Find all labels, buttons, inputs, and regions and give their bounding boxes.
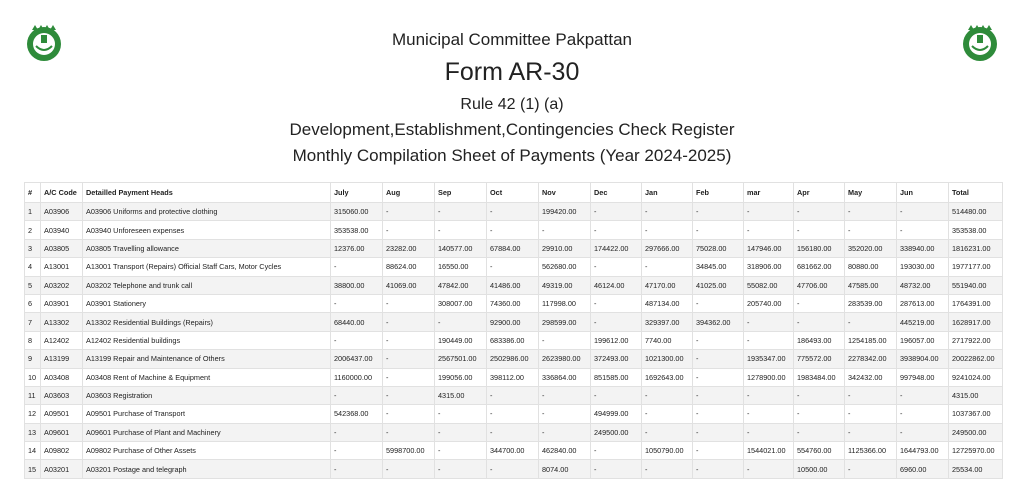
table-cell: - [383,460,435,478]
table-cell: - [487,405,539,423]
table-cell: - [744,405,794,423]
table-cell: 336864.00 [539,368,591,386]
table-cell: 92900.00 [487,313,539,331]
column-header: # [25,183,41,203]
table-cell: - [794,405,845,423]
table-cell: 318906.00 [744,258,794,276]
table-cell: 140577.00 [435,239,487,257]
table-cell: - [383,423,435,441]
table-cell: - [591,386,642,404]
table-cell: 48732.00 [897,276,949,294]
table-cell: 14 [25,442,41,460]
table-cell: 47170.00 [642,276,693,294]
table-cell: 3 [25,239,41,257]
table-cell: 5 [25,276,41,294]
table-cell: - [591,294,642,312]
table-cell: 23282.00 [383,239,435,257]
column-header: May [845,183,897,203]
table-cell: 445219.00 [897,313,949,331]
table-cell: - [331,386,383,404]
table-cell: 683386.00 [487,331,539,349]
table-cell: - [591,221,642,239]
table-cell: 41486.00 [487,276,539,294]
table-cell: - [331,258,383,276]
table-cell: 338940.00 [897,239,949,257]
table-cell: 75028.00 [693,239,744,257]
table-cell: 38800.00 [331,276,383,294]
table-cell: - [383,221,435,239]
sheet-title: Monthly Compilation Sheet of Payments (Year 2024-2025) [292,146,732,165]
table-cell: - [693,423,744,441]
table-cell: - [794,423,845,441]
table-cell: 9 [25,350,41,368]
table-cell: 1050790.00 [642,442,693,460]
table-cell: A13199 [41,350,83,368]
table-cell: 12725970.00 [949,442,1003,460]
column-header: Aug [383,183,435,203]
table-cell: 329397.00 [642,313,693,331]
table-cell: 11 [25,386,41,404]
table-cell: 6960.00 [897,460,949,478]
column-header: Total [949,183,1003,203]
table-cell: - [794,386,845,404]
table-cell: A03202 [41,276,83,294]
table-cell: - [591,313,642,331]
table-cell: A03906 Uniforms and protective clothing [83,203,331,221]
table-cell: - [897,221,949,239]
column-header: A/C Code [41,183,83,203]
table-cell: 4315.00 [949,386,1003,404]
rule-title: Rule 42 (1) (a) [460,96,564,113]
form-title: Form AR-30 [444,58,580,86]
table-cell: 1 [25,203,41,221]
table-cell: 1644793.00 [897,442,949,460]
table-cell: A09501 Purchase of Transport [83,405,331,423]
table-cell: 67884.00 [487,239,539,257]
table-cell: 117998.00 [539,294,591,312]
table-cell: - [383,313,435,331]
table-cell: - [744,313,794,331]
org-title: Municipal Committee Pakpattan [391,30,632,49]
table-cell: - [794,313,845,331]
table-cell: - [845,405,897,423]
table-row [25,423,1003,441]
table-cell: A03906 [41,203,83,221]
payments-table [24,182,1003,479]
table-cell: 20022862.00 [949,350,1003,368]
table-cell: 190449.00 [435,331,487,349]
table-cell: 8 [25,331,41,349]
table-cell: - [845,313,897,331]
table-cell: - [693,331,744,349]
table-row [25,350,1003,368]
table-cell: - [693,350,744,368]
table-cell: A03940 Unforeseen expenses [83,221,331,239]
table-cell: - [642,203,693,221]
table-cell: 4 [25,258,41,276]
table-cell: 74360.00 [487,294,539,312]
table-cell: - [845,203,897,221]
table-cell: 462840.00 [539,442,591,460]
table-cell: A03408 [41,368,83,386]
table-cell: 46124.00 [591,276,642,294]
table-row [25,294,1003,312]
table-cell: 29910.00 [539,239,591,257]
table-cell: - [539,423,591,441]
table-row [25,405,1003,423]
table-cell: 315060.00 [331,203,383,221]
table-row [25,221,1003,239]
table-cell: 193030.00 [897,258,949,276]
table-cell: - [435,405,487,423]
table-cell: - [693,386,744,404]
table-cell: 196057.00 [897,331,949,349]
table-row [25,331,1003,349]
table-cell: - [693,442,744,460]
table-cell: - [591,258,642,276]
table-cell: 41025.00 [693,276,744,294]
column-header: Nov [539,183,591,203]
table-cell: 775572.00 [794,350,845,368]
table-cell: - [435,460,487,478]
table-cell: 8074.00 [539,460,591,478]
table-cell: - [331,294,383,312]
column-header: Feb [693,183,744,203]
table-cell: - [693,203,744,221]
table-cell: 186493.00 [794,331,845,349]
table-cell: - [383,331,435,349]
table-cell: - [693,405,744,423]
table-cell: 1544021.00 [744,442,794,460]
table-cell: 68440.00 [331,313,383,331]
table-row [25,203,1003,221]
table-cell: - [487,258,539,276]
table-cell: 1977177.00 [949,258,1003,276]
table-cell: - [794,294,845,312]
table-cell: - [435,203,487,221]
table-cell: A03201 Postage and telegraph [83,460,331,478]
table-cell: - [897,423,949,441]
table-cell: 25534.00 [949,460,1003,478]
table-cell: - [591,203,642,221]
table-cell: 15 [25,460,41,478]
table-cell: 2717922.00 [949,331,1003,349]
table-cell: - [435,313,487,331]
table-cell: 13 [25,423,41,441]
table-cell: - [744,331,794,349]
table-cell: 352020.00 [845,239,897,257]
table-cell: A03603 Registration [83,386,331,404]
table-cell: 372493.00 [591,350,642,368]
table-cell: - [897,203,949,221]
table-cell: 681662.00 [794,258,845,276]
table-header-row [25,183,1003,203]
table-row [25,276,1003,294]
table-cell: - [744,460,794,478]
table-cell: 283539.00 [845,294,897,312]
table-row [25,386,1003,404]
table-cell: - [642,423,693,441]
register-title: Development,Establishment,Contingencies Check Register [289,120,735,139]
table-cell: 1021300.00 [642,350,693,368]
table-cell: - [539,331,591,349]
table-cell: A13001 Transport (Repairs) Official Staff Cars, Motor Cycles [83,258,331,276]
table-cell: 7740.00 [642,331,693,349]
table-row [25,258,1003,276]
column-header: Sep [435,183,487,203]
column-header: July [331,183,383,203]
table-cell: 199056.00 [435,368,487,386]
table-cell: - [642,405,693,423]
table-cell: A09501 [41,405,83,423]
table-cell: 47585.00 [845,276,897,294]
table-cell: 12376.00 [331,239,383,257]
table-cell: 7 [25,313,41,331]
table-cell: 487134.00 [642,294,693,312]
table-row [25,460,1003,478]
table-cell: - [383,350,435,368]
table-cell: 562680.00 [539,258,591,276]
table-cell: 249500.00 [949,423,1003,441]
table-cell: A13199 Repair and Maintenance of Others [83,350,331,368]
table-cell: 16550.00 [435,258,487,276]
table-cell: 3938904.00 [897,350,949,368]
table-cell: 1983484.00 [794,368,845,386]
table-cell: - [487,203,539,221]
table-cell: A03805 Travelling allowance [83,239,331,257]
table-cell: - [897,405,949,423]
table-cell: 34845.00 [693,258,744,276]
table-cell: 1254185.00 [845,331,897,349]
table-cell: 2278342.00 [845,350,897,368]
table-cell: - [642,258,693,276]
table-cell: 49319.00 [539,276,591,294]
column-header: Apr [794,183,845,203]
table-cell: 55082.00 [744,276,794,294]
table-cell: - [487,221,539,239]
table-cell: A03901 Stationery [83,294,331,312]
table-cell: - [845,386,897,404]
table-cell: - [331,460,383,478]
table-cell: - [591,460,642,478]
table-cell: 10 [25,368,41,386]
table-cell: - [693,460,744,478]
table-cell: 156180.00 [794,239,845,257]
table-cell: A13302 [41,313,83,331]
table-cell: A12402 [41,331,83,349]
table-cell: A03202 Telephone and trunk call [83,276,331,294]
table-cell: 1816231.00 [949,239,1003,257]
table-cell: - [845,423,897,441]
table-row [25,442,1003,460]
table-cell: - [383,368,435,386]
table-cell: - [331,442,383,460]
table-cell: - [744,221,794,239]
table-cell: 12 [25,405,41,423]
table-cell: - [794,203,845,221]
table-cell: - [383,294,435,312]
table-cell: 344700.00 [487,442,539,460]
table-cell: - [642,460,693,478]
table-cell: 80880.00 [845,258,897,276]
table-cell: A03603 [41,386,83,404]
table-cell: - [383,203,435,221]
table-cell: 1125366.00 [845,442,897,460]
table-cell: 297666.00 [642,239,693,257]
table-cell: - [383,386,435,404]
table-cell: 1160000.00 [331,368,383,386]
table-cell: - [591,442,642,460]
table-cell: A09802 [41,442,83,460]
table-cell: 249500.00 [591,423,642,441]
table-cell: - [487,460,539,478]
table-cell: 308007.00 [435,294,487,312]
table-cell: 353538.00 [949,221,1003,239]
table-cell: - [642,221,693,239]
table-cell: - [331,331,383,349]
table-cell: 494999.00 [591,405,642,423]
table-cell: - [487,386,539,404]
table-cell: 542368.00 [331,405,383,423]
table-cell: A09802 Purchase of Other Assets [83,442,331,460]
table-cell: 997948.00 [897,368,949,386]
table-cell: 2 [25,221,41,239]
table-cell: 1692643.00 [642,368,693,386]
table-cell: A09601 [41,423,83,441]
table-cell: 174422.00 [591,239,642,257]
table-cell: 554760.00 [794,442,845,460]
table-cell: 88624.00 [383,258,435,276]
table-cell: A03408 Rent of Machine & Equipment [83,368,331,386]
table-cell: - [845,221,897,239]
table-cell: 1935347.00 [744,350,794,368]
table-cell: A03805 [41,239,83,257]
table-cell: - [744,423,794,441]
table-cell: 47706.00 [794,276,845,294]
table-cell: 1037367.00 [949,405,1003,423]
table-cell: A03201 [41,460,83,478]
table-cell: 514480.00 [949,203,1003,221]
table-cell: 205740.00 [744,294,794,312]
table-cell: - [435,423,487,441]
table-row [25,239,1003,257]
table-cell: 2006437.00 [331,350,383,368]
table-cell: 47842.00 [435,276,487,294]
table-cell: 10500.00 [794,460,845,478]
table-cell: 342432.00 [845,368,897,386]
table-cell: 1764391.00 [949,294,1003,312]
table-cell: 41069.00 [383,276,435,294]
table-cell: 398112.00 [487,368,539,386]
table-cell: - [539,405,591,423]
table-cell: 551940.00 [949,276,1003,294]
table-cell: - [383,405,435,423]
table-cell: 353538.00 [331,221,383,239]
table-cell: - [331,423,383,441]
table-row [25,368,1003,386]
table-cell: - [693,221,744,239]
table-cell: 1628917.00 [949,313,1003,331]
table-cell: A03901 [41,294,83,312]
table-cell: 199420.00 [539,203,591,221]
table-row [25,313,1003,331]
table-cell: 1278900.00 [744,368,794,386]
column-header: Detailled Payment Heads [83,183,331,203]
table-cell: - [744,203,794,221]
table-cell: A13001 [41,258,83,276]
table-cell: - [539,221,591,239]
table-cell: - [744,386,794,404]
table-cell: 2567501.00 [435,350,487,368]
table-cell: A12402 Residential buildings [83,331,331,349]
table-cell: - [845,460,897,478]
table-cell: A09601 Purchase of Plant and Machinery [83,423,331,441]
table-cell: 5998700.00 [383,442,435,460]
table-cell: 394362.00 [693,313,744,331]
table-cell: - [897,386,949,404]
table-cell: 2623980.00 [539,350,591,368]
table-cell: - [539,386,591,404]
table-cell: 287613.00 [897,294,949,312]
table-cell: 147946.00 [744,239,794,257]
table-cell: - [642,386,693,404]
column-header: mar [744,183,794,203]
table-cell: - [794,221,845,239]
table-cell: 199612.00 [591,331,642,349]
table-cell: A03940 [41,221,83,239]
table-cell: 6 [25,294,41,312]
table-cell: 851585.00 [591,368,642,386]
table-cell: - [435,221,487,239]
column-header: Jan [642,183,693,203]
column-header: Jun [897,183,949,203]
table-cell: - [487,423,539,441]
table-cell: 298599.00 [539,313,591,331]
table-cell: - [435,442,487,460]
table-cell: 4315.00 [435,386,487,404]
table-cell: 9241024.00 [949,368,1003,386]
column-header: Dec [591,183,642,203]
table-cell: - [693,294,744,312]
table-cell: - [693,368,744,386]
table-cell: 2502986.00 [487,350,539,368]
table-cell: A13302 Residential Buildings (Repairs) [83,313,331,331]
column-header: Oct [487,183,539,203]
